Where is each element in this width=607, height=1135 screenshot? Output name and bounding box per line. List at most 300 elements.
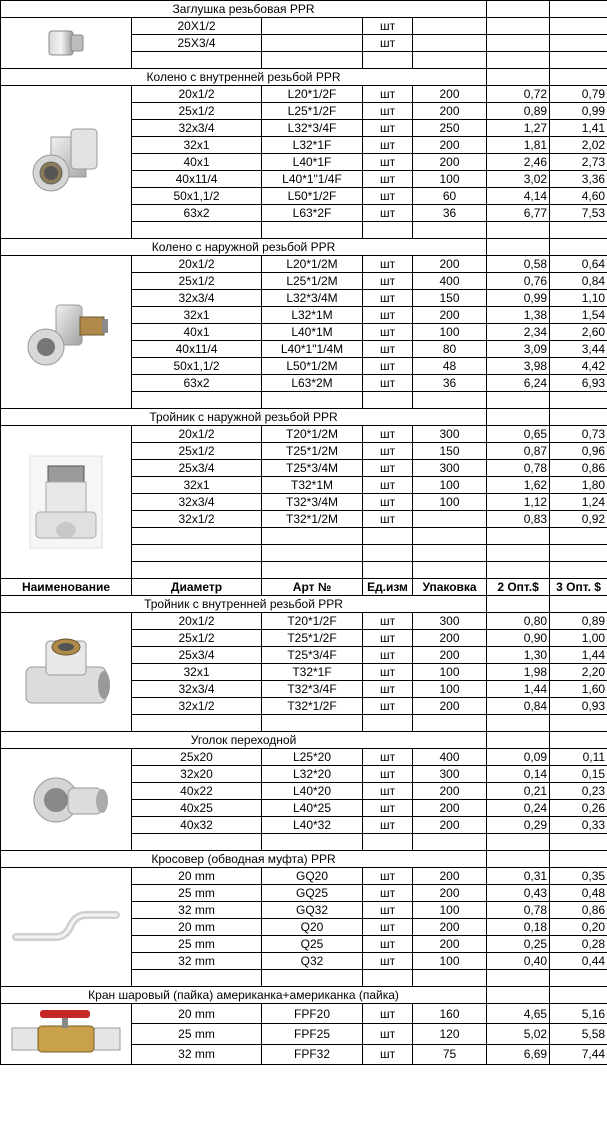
price-opt2-cell: 2,46 xyxy=(487,154,550,171)
table-row xyxy=(1,18,607,35)
table-row xyxy=(1,868,607,885)
price-opt3-cell: 0,86 xyxy=(550,460,607,477)
empty-cell xyxy=(262,545,363,562)
price-opt3-cell: 0,93 xyxy=(550,698,607,715)
pack-cell: 200 xyxy=(413,936,487,953)
price-opt3-cell xyxy=(550,18,607,35)
price-opt3-cell: 0,28 xyxy=(550,936,607,953)
price-opt3-cell: 1,10 xyxy=(550,290,607,307)
article-cell: T20*1/2F xyxy=(262,613,363,630)
empty-cell xyxy=(550,970,607,987)
article-cell: L63*2F xyxy=(262,205,363,222)
article-cell: L40*1"1/4M xyxy=(262,341,363,358)
price-opt2-cell: 1,62 xyxy=(487,477,550,494)
price-opt3-cell: 0,64 xyxy=(550,256,607,273)
diameter-cell: 20 mm xyxy=(132,919,262,936)
unit-cell: шт xyxy=(363,256,413,273)
diameter-cell: 20x1/2 xyxy=(132,613,262,630)
price-opt3-cell: 0,35 xyxy=(550,868,607,885)
article-cell: L32*1F xyxy=(262,137,363,154)
header-diameter: Диаметр xyxy=(132,579,262,596)
empty-cell xyxy=(413,970,487,987)
pack-cell: 48 xyxy=(413,358,487,375)
empty-cell xyxy=(550,528,607,545)
pack-cell: 200 xyxy=(413,919,487,936)
article-cell: T20*1/2M xyxy=(262,426,363,443)
price-opt2-cell: 3,02 xyxy=(487,171,550,188)
pack-cell: 100 xyxy=(413,494,487,511)
article-cell: T25*3/4F xyxy=(262,647,363,664)
section-title: Тройник с наружной резьбой PPR xyxy=(1,409,487,426)
section-title-row xyxy=(1,987,607,1004)
empty-cell xyxy=(550,1,607,18)
diameter-cell: 32x3/4 xyxy=(132,290,262,307)
header-opt2: 2 Опт.$ xyxy=(487,579,550,596)
empty-cell xyxy=(132,970,262,987)
unit-cell: шт xyxy=(363,766,413,783)
pack-cell: 300 xyxy=(413,613,487,630)
unit-cell: шт xyxy=(363,885,413,902)
pack-cell: 300 xyxy=(413,426,487,443)
pack-cell: 200 xyxy=(413,885,487,902)
table-row xyxy=(1,749,607,766)
empty-cell xyxy=(413,715,487,732)
price-opt2-cell: 1,44 xyxy=(487,681,550,698)
price-opt3-cell: 0,44 xyxy=(550,953,607,970)
diameter-cell: 20x1/2 xyxy=(132,86,262,103)
pack-cell: 160 xyxy=(413,1004,487,1024)
empty-cell xyxy=(487,1,550,18)
diameter-cell: 25x1/2 xyxy=(132,630,262,647)
article-cell: L40*20 xyxy=(262,783,363,800)
empty-cell xyxy=(132,222,262,239)
price-opt2-cell: 4,65 xyxy=(487,1004,550,1024)
ball-valve-image xyxy=(6,1004,126,1064)
pack-cell: 200 xyxy=(413,256,487,273)
diameter-cell: 25x3/4 xyxy=(132,460,262,477)
unit-cell: шт xyxy=(363,324,413,341)
table-row xyxy=(1,1004,607,1024)
empty-cell xyxy=(363,545,413,562)
pack-cell: 300 xyxy=(413,460,487,477)
price-opt3-cell: 4,60 xyxy=(550,188,607,205)
pack-cell: 200 xyxy=(413,307,487,324)
empty-cell xyxy=(413,562,487,579)
empty-cell xyxy=(487,562,550,579)
empty-cell xyxy=(132,545,262,562)
diameter-cell: 20x1/2 xyxy=(132,256,262,273)
price-opt3-cell: 0,73 xyxy=(550,426,607,443)
pack-cell: 100 xyxy=(413,477,487,494)
price-opt3-cell: 3,44 xyxy=(550,341,607,358)
price-opt2-cell: 0,89 xyxy=(487,103,550,120)
unit-cell: шт xyxy=(363,86,413,103)
pack-cell: 200 xyxy=(413,154,487,171)
empty-cell xyxy=(550,596,607,613)
price-opt2-cell: 0,58 xyxy=(487,256,550,273)
elbow-male-thread-image xyxy=(16,287,116,377)
empty-cell xyxy=(262,528,363,545)
unit-cell: шт xyxy=(363,307,413,324)
diameter-cell: 32 mm xyxy=(132,1044,262,1064)
section-title-row xyxy=(1,69,607,86)
article-cell: T32*1M xyxy=(262,477,363,494)
empty-cell xyxy=(262,970,363,987)
empty-cell xyxy=(363,834,413,851)
unit-cell: шт xyxy=(363,953,413,970)
article-cell: GQ20 xyxy=(262,868,363,885)
article-cell: L20*1/2F xyxy=(262,86,363,103)
empty-cell xyxy=(487,851,550,868)
article-cell: Q25 xyxy=(262,936,363,953)
empty-cell xyxy=(132,834,262,851)
price-opt2-cell: 0,72 xyxy=(487,86,550,103)
diameter-cell: 32x20 xyxy=(132,766,262,783)
article-cell: L50*1/2F xyxy=(262,188,363,205)
article-cell: FPF20 xyxy=(262,1004,363,1024)
unit-cell: шт xyxy=(363,868,413,885)
pack-cell: 100 xyxy=(413,171,487,188)
empty-cell xyxy=(487,545,550,562)
pack-cell: 200 xyxy=(413,817,487,834)
empty-cell xyxy=(487,69,550,86)
empty-cell xyxy=(487,409,550,426)
price-opt3-cell: 2,73 xyxy=(550,154,607,171)
price-opt3-cell: 0,96 xyxy=(550,443,607,460)
pack-cell: 100 xyxy=(413,664,487,681)
empty-cell xyxy=(550,715,607,732)
section-title-row xyxy=(1,851,607,868)
header-pack: Упаковка xyxy=(413,579,487,596)
empty-cell xyxy=(550,562,607,579)
header-unit: Ед.изм xyxy=(363,579,413,596)
pack-cell: 36 xyxy=(413,375,487,392)
empty-cell xyxy=(363,715,413,732)
unit-cell: шт xyxy=(363,35,413,52)
article-cell: L40*25 xyxy=(262,800,363,817)
price-opt3-cell: 1,54 xyxy=(550,307,607,324)
diameter-cell: 32x1/2 xyxy=(132,698,262,715)
pack-cell: 36 xyxy=(413,205,487,222)
empty-cell xyxy=(487,834,550,851)
empty-cell xyxy=(262,222,363,239)
unit-cell: шт xyxy=(363,647,413,664)
empty-cell xyxy=(262,392,363,409)
article-cell: L25*1/2M xyxy=(262,273,363,290)
article-cell: L32*3/4F xyxy=(262,120,363,137)
price-opt2-cell: 1,38 xyxy=(487,307,550,324)
empty-cell xyxy=(550,239,607,256)
diameter-cell: 32x1 xyxy=(132,137,262,154)
price-opt2-cell: 2,34 xyxy=(487,324,550,341)
product-image-cell xyxy=(1,1004,132,1065)
section-title-row xyxy=(1,1,607,18)
empty-cell xyxy=(413,52,487,69)
price-opt3-cell: 2,02 xyxy=(550,137,607,154)
pack-cell: 120 xyxy=(413,1024,487,1044)
price-opt3-cell: 0,23 xyxy=(550,783,607,800)
article-cell: Q32 xyxy=(262,953,363,970)
diameter-cell: 20 mm xyxy=(132,868,262,885)
pack-cell: 200 xyxy=(413,137,487,154)
price-opt3-cell: 5,58 xyxy=(550,1024,607,1044)
empty-cell xyxy=(487,715,550,732)
unit-cell: шт xyxy=(363,1004,413,1024)
price-opt3-cell: 0,79 xyxy=(550,86,607,103)
article-cell: L25*1/2F xyxy=(262,103,363,120)
diameter-cell: 32x3/4 xyxy=(132,120,262,137)
price-opt3-cell: 4,42 xyxy=(550,358,607,375)
threaded-cap-image xyxy=(41,23,91,63)
price-opt2-cell: 0,90 xyxy=(487,630,550,647)
section-title: Заглушка резьбовая PPR xyxy=(1,1,487,18)
article-cell: T25*1/2M xyxy=(262,443,363,460)
price-opt3-cell: 1,60 xyxy=(550,681,607,698)
unit-cell: шт xyxy=(363,511,413,528)
unit-cell: шт xyxy=(363,919,413,936)
diameter-cell: 25X3/4 xyxy=(132,35,262,52)
section-title: Колено с наружной резьбой PPR xyxy=(1,239,487,256)
price-opt3-cell xyxy=(550,35,607,52)
price-opt3-cell: 7,44 xyxy=(550,1044,607,1064)
pack-cell: 100 xyxy=(413,953,487,970)
price-opt2-cell: 3,98 xyxy=(487,358,550,375)
price-opt3-cell: 0,92 xyxy=(550,511,607,528)
table-row xyxy=(1,613,607,630)
empty-cell xyxy=(363,562,413,579)
unit-cell: шт xyxy=(363,936,413,953)
product-image-cell xyxy=(1,426,132,579)
empty-cell xyxy=(413,222,487,239)
unit-cell: шт xyxy=(363,460,413,477)
empty-cell xyxy=(487,596,550,613)
price-opt2-cell: 0,78 xyxy=(487,902,550,919)
pack-cell: 200 xyxy=(413,86,487,103)
price-opt2-cell: 5,02 xyxy=(487,1024,550,1044)
unit-cell: шт xyxy=(363,664,413,681)
pack-cell: 200 xyxy=(413,800,487,817)
price-opt3-cell: 1,24 xyxy=(550,494,607,511)
article-cell: FPF25 xyxy=(262,1024,363,1044)
price-opt3-cell: 2,20 xyxy=(550,664,607,681)
price-opt2-cell: 0,83 xyxy=(487,511,550,528)
pack-cell: 150 xyxy=(413,443,487,460)
price-opt2-cell: 6,69 xyxy=(487,1044,550,1064)
article-cell: T32*3/4F xyxy=(262,681,363,698)
unit-cell: шт xyxy=(363,800,413,817)
product-image-cell xyxy=(1,749,132,851)
pack-cell: 200 xyxy=(413,103,487,120)
section-title: Уголок переходной xyxy=(1,732,487,749)
price-opt3-cell: 1,41 xyxy=(550,120,607,137)
diameter-cell: 32x3/4 xyxy=(132,494,262,511)
price-opt2-cell: 1,12 xyxy=(487,494,550,511)
pack-cell: 200 xyxy=(413,698,487,715)
section-title-row xyxy=(1,239,607,256)
unit-cell: шт xyxy=(363,902,413,919)
unit-cell: шт xyxy=(363,171,413,188)
tee-male-thread-image xyxy=(26,452,106,552)
price-opt3-cell: 0,99 xyxy=(550,103,607,120)
diameter-cell: 40x1 xyxy=(132,154,262,171)
empty-cell xyxy=(487,732,550,749)
empty-cell xyxy=(487,987,550,1004)
empty-cell xyxy=(487,392,550,409)
empty-cell xyxy=(132,715,262,732)
price-opt2-cell: 1,98 xyxy=(487,664,550,681)
empty-cell xyxy=(413,392,487,409)
empty-cell xyxy=(413,528,487,545)
diameter-cell: 25x3/4 xyxy=(132,647,262,664)
unit-cell: шт xyxy=(363,18,413,35)
diameter-cell: 25x20 xyxy=(132,749,262,766)
price-opt2-cell: 4,14 xyxy=(487,188,550,205)
price-opt2-cell: 0,87 xyxy=(487,443,550,460)
price-opt2-cell: 1,30 xyxy=(487,647,550,664)
pack-cell: 250 xyxy=(413,120,487,137)
unit-cell: шт xyxy=(363,273,413,290)
empty-cell xyxy=(363,222,413,239)
unit-cell: шт xyxy=(363,630,413,647)
section-title: Кросовер (обводная муфта) PPR xyxy=(1,851,487,868)
article-cell: T25*1/2F xyxy=(262,630,363,647)
article-cell: L40*1F xyxy=(262,154,363,171)
section-title-row xyxy=(1,409,607,426)
article-cell: FPF32 xyxy=(262,1044,363,1064)
empty-cell xyxy=(550,834,607,851)
empty-cell xyxy=(550,545,607,562)
empty-cell xyxy=(132,52,262,69)
unit-cell: шт xyxy=(363,698,413,715)
price-opt2-cell: 0,09 xyxy=(487,749,550,766)
unit-cell: шт xyxy=(363,426,413,443)
diameter-cell: 32x3/4 xyxy=(132,681,262,698)
pack-cell: 300 xyxy=(413,766,487,783)
unit-cell: шт xyxy=(363,375,413,392)
section-title: Кран шаровый (пайка) американка+американка (пайка) xyxy=(1,987,487,1004)
empty-cell xyxy=(262,52,363,69)
section-title: Тройник с внутренней резьбой PPR xyxy=(1,596,487,613)
unit-cell: шт xyxy=(363,154,413,171)
pack-cell: 200 xyxy=(413,630,487,647)
price-opt3-cell: 0,15 xyxy=(550,766,607,783)
price-opt2-cell: 0,24 xyxy=(487,800,550,817)
diameter-cell: 20X1/2 xyxy=(132,18,262,35)
price-opt3-cell: 0,26 xyxy=(550,800,607,817)
product-image-cell xyxy=(1,613,132,732)
empty-cell xyxy=(487,970,550,987)
empty-cell xyxy=(363,970,413,987)
article-cell: L25*20 xyxy=(262,749,363,766)
product-image-cell xyxy=(1,18,132,69)
pack-cell: 400 xyxy=(413,749,487,766)
unit-cell: шт xyxy=(363,1044,413,1064)
diameter-cell: 25x1/2 xyxy=(132,103,262,120)
pack-cell: 200 xyxy=(413,868,487,885)
article-cell: L40*1"1/4F xyxy=(262,171,363,188)
unit-cell: шт xyxy=(363,749,413,766)
price-opt2-cell: 0,78 xyxy=(487,460,550,477)
price-opt2-cell: 0,40 xyxy=(487,953,550,970)
unit-cell: шт xyxy=(363,783,413,800)
elbow-female-thread-image xyxy=(21,117,111,207)
price-opt3-cell: 0,48 xyxy=(550,885,607,902)
price-opt3-cell: 0,33 xyxy=(550,817,607,834)
unit-cell: шт xyxy=(363,358,413,375)
price-opt2-cell: 6,77 xyxy=(487,205,550,222)
product-image-cell xyxy=(1,868,132,987)
diameter-cell: 40x25 xyxy=(132,800,262,817)
article-cell: L32*3/4M xyxy=(262,290,363,307)
empty-cell xyxy=(487,239,550,256)
price-opt2-cell: 0,80 xyxy=(487,613,550,630)
article-cell: L40*1M xyxy=(262,324,363,341)
article-cell: T25*3/4M xyxy=(262,460,363,477)
table-row xyxy=(1,426,607,443)
unit-cell: шт xyxy=(363,477,413,494)
unit-cell: шт xyxy=(363,1024,413,1044)
empty-cell xyxy=(132,562,262,579)
empty-cell xyxy=(132,528,262,545)
pack-cell: 60 xyxy=(413,188,487,205)
pack-cell: 80 xyxy=(413,341,487,358)
pack-cell: 400 xyxy=(413,273,487,290)
empty-cell xyxy=(550,222,607,239)
empty-cell xyxy=(363,392,413,409)
empty-cell xyxy=(132,392,262,409)
unit-cell: шт xyxy=(363,205,413,222)
article-cell xyxy=(262,35,363,52)
price-opt3-cell: 0,84 xyxy=(550,273,607,290)
price-opt3-cell: 7,53 xyxy=(550,205,607,222)
price-opt3-cell: 1,00 xyxy=(550,630,607,647)
article-cell: L50*1/2M xyxy=(262,358,363,375)
diameter-cell: 40x22 xyxy=(132,783,262,800)
price-opt3-cell: 1,80 xyxy=(550,477,607,494)
price-opt2-cell: 0,43 xyxy=(487,885,550,902)
price-opt3-cell: 0,86 xyxy=(550,902,607,919)
unit-cell: шт xyxy=(363,137,413,154)
price-opt2-cell: 0,84 xyxy=(487,698,550,715)
diameter-cell: 20 mm xyxy=(132,1004,262,1024)
product-image-cell xyxy=(1,86,132,239)
article-cell: Q20 xyxy=(262,919,363,936)
diameter-cell: 25x1/2 xyxy=(132,443,262,460)
price-opt2-cell xyxy=(487,35,550,52)
price-opt2-cell: 0,21 xyxy=(487,783,550,800)
pack-cell: 100 xyxy=(413,681,487,698)
table-row xyxy=(1,256,607,273)
reducing-elbow-image xyxy=(16,760,116,840)
empty-cell xyxy=(550,69,607,86)
header-opt3: 3 Опт. $ xyxy=(550,579,607,596)
empty-cell xyxy=(262,562,363,579)
diameter-cell: 25x1/2 xyxy=(132,273,262,290)
empty-cell xyxy=(487,222,550,239)
diameter-cell: 63x2 xyxy=(132,205,262,222)
empty-cell xyxy=(550,409,607,426)
pack-cell: 150 xyxy=(413,290,487,307)
unit-cell: шт xyxy=(363,681,413,698)
price-opt2-cell: 0,76 xyxy=(487,273,550,290)
unit-cell: шт xyxy=(363,341,413,358)
unit-cell: шт xyxy=(363,817,413,834)
empty-cell xyxy=(550,52,607,69)
empty-cell xyxy=(363,528,413,545)
diameter-cell: 25 mm xyxy=(132,885,262,902)
diameter-cell: 32x1 xyxy=(132,664,262,681)
price-opt3-cell: 0,89 xyxy=(550,613,607,630)
